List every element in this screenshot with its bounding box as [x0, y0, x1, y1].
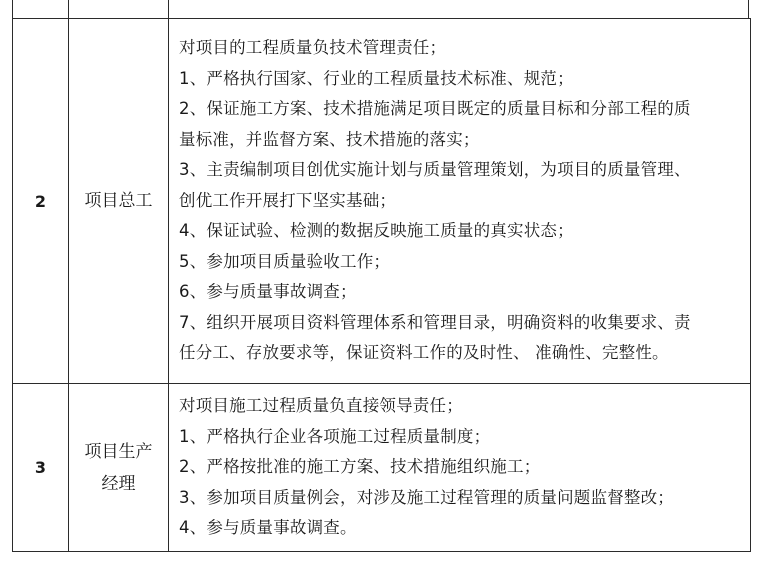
continuation-border-2: [168, 0, 169, 18]
row-number: 3: [13, 384, 69, 552]
table-row: [13, 19, 751, 384]
duty-line: 对项目的工程质量负技术管理责任；: [179, 38, 447, 58]
duty-line: 4、参与质量事故调查。: [179, 518, 357, 538]
responsibility-table-container: [12, 18, 750, 552]
role-title-line-2: 经理: [101, 473, 136, 494]
duty-line: 5、参加项目质量验收工作；: [179, 251, 391, 271]
duty-line: 1、严格执行国家、行业的工程质量技术标准、规范；: [179, 68, 574, 88]
duties-cell: [169, 19, 751, 384]
duty-line: 创优工作开展打下坚实基础；: [179, 190, 397, 210]
row-number: 2: [13, 19, 69, 384]
role-cell: [69, 384, 169, 552]
duty-line: 4、保证试验、检测的数据反映施工质量的真实状态；: [179, 221, 574, 241]
duty-line: 6、参与质量事故调查；: [179, 282, 357, 302]
duty-line: 3、主责编制项目创优实施计划与质量管理策划，为项目的质量管理、: [179, 160, 691, 180]
continuation-border-right: [748, 0, 749, 18]
table-row: [13, 384, 751, 552]
duty-line: 量标准，并监督方案、技术措施的落实；: [179, 129, 480, 149]
duty-line: 任分工、存放要求等，保证资料工作的及时性、 准确性、完整性。: [179, 343, 669, 363]
role-cell: [69, 19, 169, 384]
responsibility-table: [12, 18, 751, 552]
table-top-continuation: [12, 0, 750, 18]
duty-line: 2、保证施工方案、技术措施满足项目既定的质量目标和分部工程的质: [179, 99, 691, 119]
continuation-border-left: [12, 0, 13, 18]
duty-line: 1、严格执行企业各项施工过程质量制度；: [179, 426, 491, 446]
duty-line: 2、严格按批准的施工方案、技术措施组织施工；: [179, 457, 541, 477]
duty-line: 7、组织开展项目资料管理体系和管理目录，明确资料的收集要求、责: [179, 312, 691, 332]
continuation-border-1: [68, 0, 69, 18]
duties-cell: [169, 384, 751, 552]
duty-line: 3、参加项目质量例会，对涉及施工过程管理的质量问题监督整改；: [179, 487, 674, 507]
role-title-line-1: 项目生产: [84, 441, 153, 462]
role-title: 项目总工: [84, 191, 153, 211]
duty-line: 对项目施工过程质量负直接领导责任；: [179, 396, 463, 416]
